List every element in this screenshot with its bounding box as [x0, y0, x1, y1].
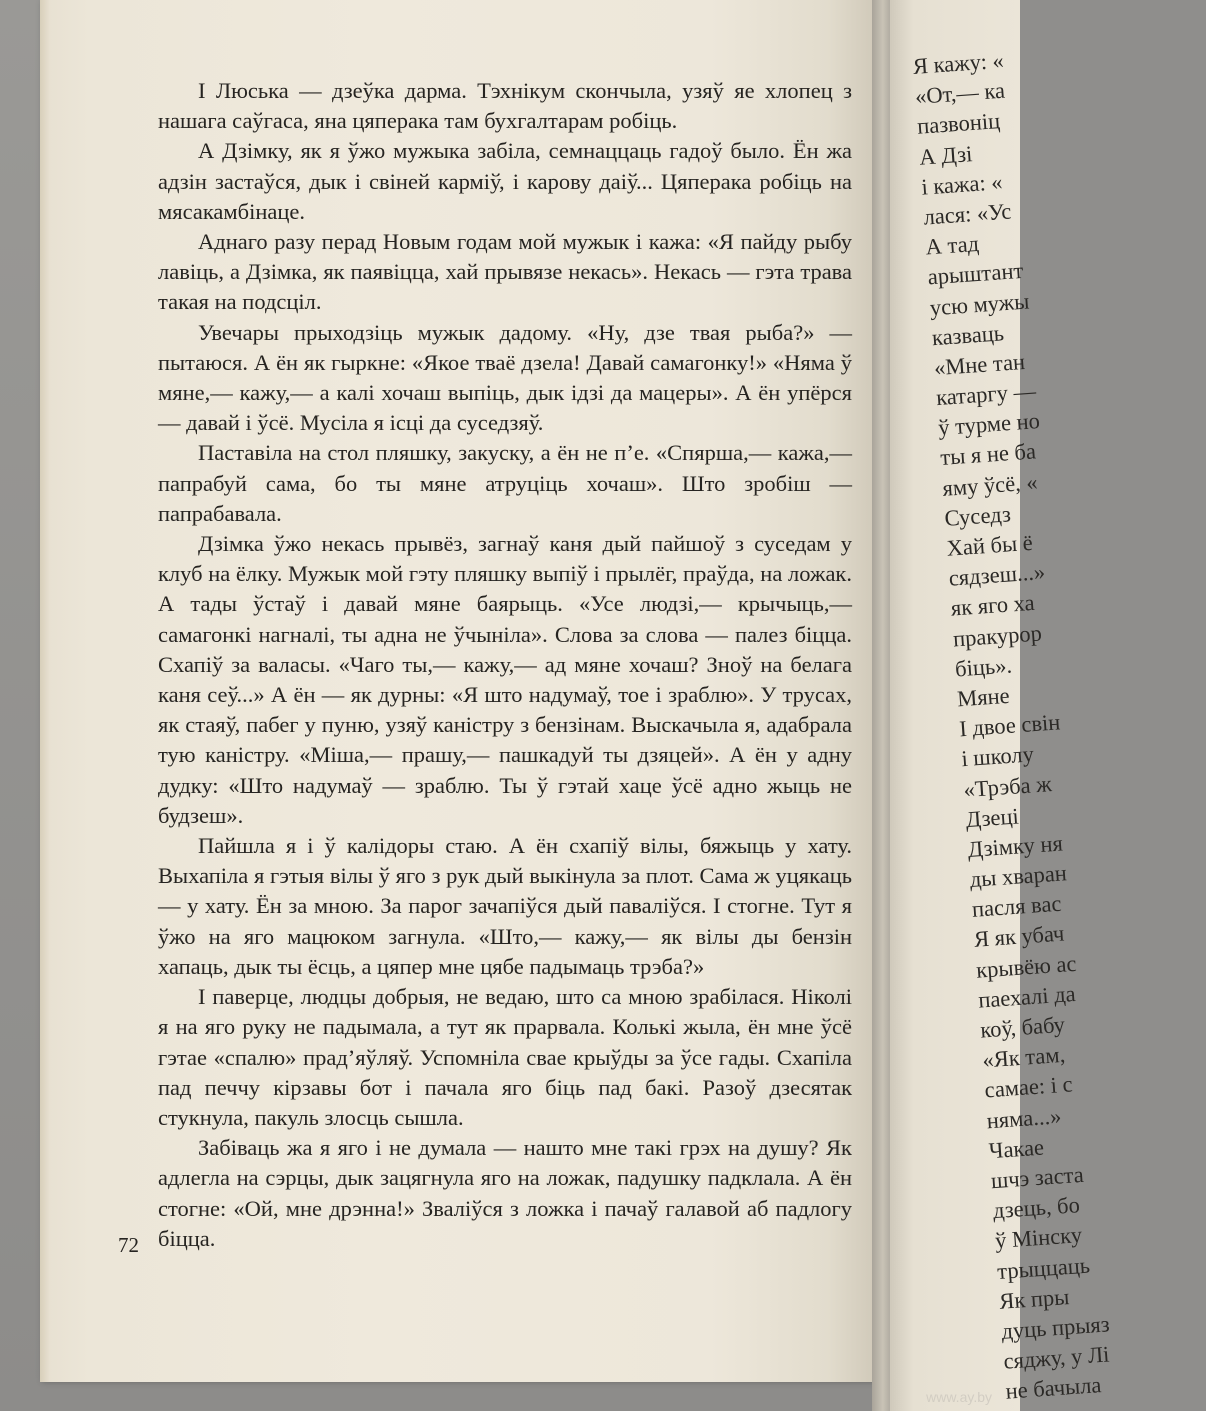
right-page-line: Хай бы ё — [945, 529, 1034, 561]
right-page-line: і школу — [960, 741, 1035, 772]
paragraph: А Дзімку, як я ўжо мужыка забіла, семнаццаць гадоў было. Ён жа адзін застаўся, дык і свіней карміў, і карову даіў... Цяперака робіць на мясакамбінаце. — [158, 138, 852, 224]
right-page-line: не бачыла — [1004, 1372, 1103, 1404]
right-page-line: няма...» — [985, 1102, 1062, 1133]
right-page-line: ты я не ба — [939, 438, 1037, 471]
right-page-line: «Як там, — [981, 1041, 1066, 1073]
right-page-line: пасля вас — [971, 890, 1063, 923]
right-page-line: катаргу — — [935, 378, 1037, 411]
right-page-line: біць». — [954, 652, 1013, 682]
right-page-line: «Мне тан — [933, 348, 1026, 381]
right-page-line: ды хваран — [968, 860, 1068, 893]
right-page-line: «Трэба ж — [962, 770, 1053, 802]
paragraph: Забіваць жа я яго і не думала — нашто мне такі грэх на душу? Як адлегла на сэрцы, дык зацягнула яго на ложак, падушку падклала. А ён стогне: «Ой, мне дрэнна!» Зваліўся з ложка і пачаў галавой аб падлогу біцца. — [158, 1135, 852, 1251]
right-page-line: Дзімку ня — [966, 830, 1064, 862]
right-page-line: казваць — [931, 319, 1005, 350]
left-page — [40, 0, 878, 1382]
right-page-line: Суседз — [943, 501, 1012, 531]
right-page-line: Як пры — [998, 1283, 1071, 1314]
right-page-line: Я кажу: « — [912, 47, 1005, 79]
paragraph: Дзімка ўжо некась прывёз, загнаў каня дый пайшоў з суседам у клуб на ёлку. Мужык мой гэту пляшку выпіў і прылёг, праўда, на ложак. А тады ўстаў і давай мяне баярыць. «Усе людзі,— крычыць,— самагонкі нагналі, ты адна не ўчыніла». Слова за слова — палез біцца. Схапіў за валасы. «Чаго ты,— кажу,— ад мяне хочаш? Зноў на белага каня сеў...» А ён — як дурны: «Я што надумаў, тое і зраблю». У трусах, як стаяў, пабег у пуню, узяў каністру з бензінам. Выскачыла я, адабрала тую каністру. «Міша,— прашу,— пашкадуй ты дзяцей». А ён у адну дудку: «Што надумаў — зраблю. Ты ў гэтай хаце ўсё адно жыць не будзеш». — [158, 531, 852, 828]
right-page-line: як яго ха — [950, 590, 1036, 621]
paragraph: Паставіла на стол пляшку, закуску, а ён не п’е. «Спярша,— кажа,— папрабуй сама, бо ты мяне атруціць хочаш». Што зробіш — папрабавала. — [158, 440, 852, 526]
right-page-line: «От,— ка — [914, 77, 1006, 110]
left-page-text — [158, 76, 852, 1254]
right-page-line: І двое свін — [958, 709, 1062, 742]
right-page-line: А тад — [924, 230, 980, 260]
right-page-line: коў, бабу — [979, 1011, 1066, 1043]
right-page-line: сяджу, у Лі — [1002, 1341, 1111, 1374]
right-page-line: і кажа: « — [920, 168, 1004, 200]
paragraph: Пайшла я і ў калідоры стаю. А ён схапіў вілы, бяжыць у хату. Выхапіла я гэтыя вілы ў яго з рук дый выкінула за плот. Сама ж уцякаць — у хату. Ён за мною. За парог зачапіўся дый паваліўся. І стогне. Тут я ўжо на яго мацюком загнула. «Што,— кажу,— як вілы ды бензін хапаць, дык ты ёсць, а цяпер мне цябе падымаць трэба?» — [158, 833, 852, 979]
paragraph: І Люська — дзеўка дарма. Тэхнікум скончыла, узяў яе хлопец з нашага саўгаса, яна цяперака там бухгалтарам робіць. — [158, 78, 852, 134]
paragraph: Увечары прыходзіць мужык дадому. «Ну, дзе твая рыба?» — пытаюся. А ён як гыркне: «Якое тваё дзела! Давай самагонку!» «Няма ў мяне,— кажу,— а калі хочаш выпіць, дык ідзі да мацеры». А ён упёрся — давай і ўсё. Мусіла я ісці да суседзяў. — [158, 319, 852, 436]
right-page-line: самае: і с — [983, 1071, 1074, 1103]
right-page-line: пракурор — [952, 619, 1043, 652]
right-page-line: усю мужы — [928, 287, 1031, 320]
right-page-line: дуць прыяз — [1000, 1311, 1111, 1344]
right-page-line: паехалі да — [977, 980, 1077, 1013]
paragraph: Аднаго разу перад Новым годам мой мужык і кажа: «Я пайду рыбу лавіць, а Дзімка, як паявіцца, хай прывязе некась». Некась — гэта трава такая на подсціл. — [158, 229, 852, 315]
right-page-line: шчэ заста — [990, 1161, 1085, 1194]
right-page-line: крывёю ас — [975, 950, 1078, 983]
right-page-line: дзець, бо — [992, 1192, 1081, 1224]
right-page-line: яму ўсё, « — [941, 468, 1039, 501]
right-page-line: лася: «Ус — [922, 198, 1013, 230]
paragraph: І паверце, людцы добрыя, не ведаю, што са мною зрабілася. Ніколі я на яго руку не падымала, а тут як прарвала. Колькі жыла, ён мне ўсё гэтае «спалю» прад’яўляў. Успомніла свае крыўды за ўсе гады. Схапіла пад печчу кірзавы бот і пачала яго біць пад бакі. Разоў дзесятак стукнула, пакуль злосць сышла. — [158, 984, 852, 1130]
right-page-line: Я як убач — [973, 920, 1066, 953]
right-page-line: пазвоніц — [916, 108, 1001, 140]
right-page-line: А Дзі — [918, 140, 973, 170]
right-page-line: ў турме но — [937, 408, 1041, 441]
right-page-line: сядзеш...» — [947, 559, 1046, 591]
page-number: 72 — [118, 1233, 139, 1257]
right-page-line: ў Мінску — [994, 1222, 1083, 1254]
right-page-line: трыццаць — [996, 1252, 1091, 1284]
right-page-line: Чакае — [987, 1134, 1045, 1164]
watermark: www.ay.by — [926, 1389, 992, 1405]
right-page-line: Дзеці — [964, 803, 1020, 832]
right-page-line: арыштант — [926, 258, 1025, 290]
right-page-line: Мяне — [956, 682, 1011, 712]
